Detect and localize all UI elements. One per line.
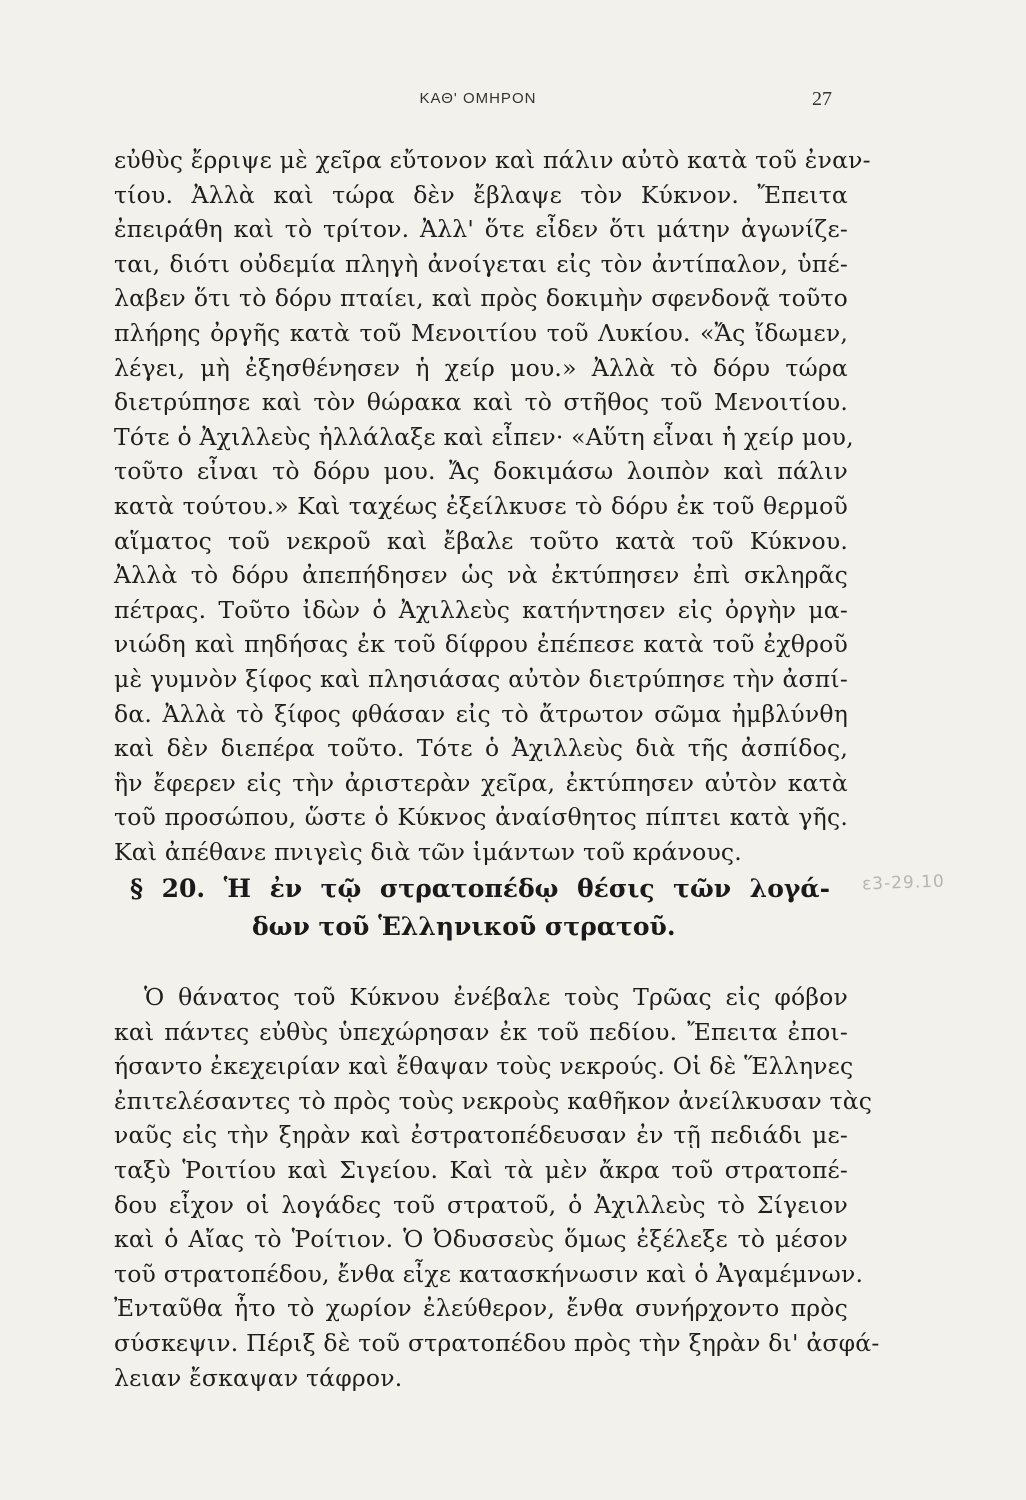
text-line: μὲ γυμνὸν ξίφος καὶ πλησιάσας αὐτὸν διετρύπησε τὴν ἀσπί-: [114, 664, 848, 693]
page-number: 27: [812, 88, 832, 110]
text-line: κατὰ τούτου.» Καὶ ταχέως ἐξείλκυσε τὸ δόρυ ἐκ τοῦ θερμοῦ: [114, 491, 848, 520]
text-line: τοῦτο εἶναι τὸ δόρυ μου. Ἄς δοκιμάσω λοιπὸν καὶ πάλιν: [114, 457, 848, 486]
text-line: τοῦ προσώπου, ὥστε ὁ Κύκνος ἀναίσθητος πίπτει κατὰ γῆς.: [114, 803, 848, 832]
text-line: δα. Ἀλλὰ τὸ ξίφος φθάσαν εἰς τὸ ἄτρωτον σῶμα ἠμβλύνθη: [114, 699, 848, 728]
text-line: ἐπειράθη καὶ τὸ τρίτον. Ἀλλ' ὅτε εἶδεν ὅτι μάτην ἀγωνίζε-: [114, 215, 848, 244]
pencil-marginal-note: ε3-29.10: [861, 871, 946, 895]
text-line: Καὶ ἀπέθανε πνιγεὶς διὰ τῶν ἱμάντων τοῦ κράνους.: [114, 837, 742, 866]
text-line: σύσκεψιν. Πέριξ δὲ τοῦ στρατοπέδου πρὸς τὴν ξηρὰν δι' ἀσφά-: [114, 1328, 880, 1357]
text-line: καὶ δὲν διεπέρα τοῦτο. Τότε ὁ Ἀχιλλεὺς διὰ τῆς ἀσπίδος,: [114, 734, 848, 763]
text-line: διετρύπησε καὶ τὸν θώρακα καὶ τὸ στῆθος τοῦ Μενοιτίου.: [114, 388, 848, 417]
text-line: Ὁ θάνατος τοῦ Κύκνου ἐνέβαλε τοὺς Τρῶας εἰς φόβον: [144, 983, 848, 1011]
text-line: ήσαντο ἐκεχειρίαν καὶ ἔθαψαν τοὺς νεκρούς. Οἱ δὲ Ἕλληνες: [114, 1052, 854, 1081]
section-heading: [130, 870, 830, 946]
text-line: λειαν ἔσκαψαν τάφρον.: [114, 1363, 403, 1392]
text-line: εὐθὺς ἔρριψε μὲ χεῖρα εὔτονον καὶ πάλιν αὐτὸ κατὰ τοῦ ἐναν-: [114, 146, 871, 174]
text-line: ἣν ἔφερεν εἰς τὴν ἀριστερὰν χεῖρα, ἐκτύπησεν αὐτὸν κατὰ: [114, 768, 848, 797]
section-heading-line-1: § 20. Ἡ ἐν τῷ στρατοπέδῳ θέσις τῶν λογά-: [130, 874, 830, 903]
paragraph-2: [114, 980, 880, 1395]
text-line: πέτρας. Τοῦτο ἰδὼν ὁ Ἀχιλλεὺς κατήντησεν εἰς ὀργὴν μα-: [114, 595, 848, 624]
text-line: νιώδη καὶ πηδήσας ἐκ τοῦ δίφρου ἐπέπεσε κατὰ τοῦ ἐχθροῦ: [114, 630, 848, 659]
text-line: ἐπιτελέσαντες τὸ πρὸς τοὺς νεκροὺς καθῆκον ἀνείλκυσαν τὰς: [114, 1086, 873, 1115]
text-line: καὶ πάντες εὐθὺς ὑπεχώρησαν ἐκ τοῦ πεδίου. Ἔπειτα ἐποι-: [114, 1017, 848, 1046]
text-line: δου εἶχον οἱ λογάδες τοῦ στρατοῦ, ὁ Ἀχιλλεὺς τὸ Σίγειον: [114, 1190, 848, 1219]
text-line: τοῦ στρατοπέδου, ἔνθα εἶχε κατασκήνωσιν καὶ ὁ Ἀγαμέμνων.: [114, 1259, 864, 1288]
text-line: Ἀλλὰ τὸ δόρυ ἀπεπήδησεν ὡς νὰ ἐκτύπησεν ἐπὶ σκληρᾶς: [114, 561, 848, 590]
text-line: αἵματος τοῦ νεκροῦ καὶ ἔβαλε τοῦτο κατὰ τοῦ Κύκνου.: [114, 526, 848, 555]
text-line: Ἐνταῦθα ἦτο τὸ χωρίον ἐλεύθερον, ἔνθα συνήρχοντο πρὸς: [114, 1294, 848, 1323]
text-line: καὶ ὁ Αἴας τὸ Ῥοίτιον. Ὁ Ὀδυσσεὺς ὅμως ἐξέλεξε τὸ μέσον: [114, 1225, 848, 1254]
text-line: ταξὺ Ῥοιτίου καὶ Σιγείου. Καὶ τὰ μὲν ἄκρα τοῦ στρατοπέ-: [114, 1155, 848, 1184]
text-line: λέγει, μὴ ἐξησθένησεν ἡ χείρ μου.» Ἀλλὰ τὸ δόρυ τώρα: [114, 353, 848, 382]
text-line: ται, διότι οὐδεμία πληγὴ ἀνοίγεται εἰς τὸν ἀντίπαλον, ὑπέ-: [114, 249, 848, 278]
running-head: ΚΑΘ' ΟΜΗΡΟΝ: [419, 90, 537, 107]
text-line: ναῦς εἰς τὴν ξηρὰν καὶ ἐστρατοπέδευσαν ἐν τῇ πεδιάδι με-: [114, 1121, 848, 1150]
text-line: λαβεν ὅτι τὸ δόρυ πταίει, καὶ πρὸς δοκιμὴν σφενδονᾷ τοῦτο: [114, 284, 848, 313]
text-line: πλήρης ὀργῆς κατὰ τοῦ Μενοιτίου τοῦ Λυκίου. «Ἄς ἴδωμεν,: [114, 318, 848, 347]
text-line: Τότε ὁ Ἀχιλλεὺς ἠλλάλαξε καὶ εἶπεν· «Αὕτη εἶναι ἡ χείρ μου,: [114, 422, 854, 451]
text-line: τίου. Ἀλλὰ καὶ τώρα δὲν ἔβλαψε τὸν Κύκνον. Ἔπειτα: [114, 180, 848, 209]
paragraph-1: [114, 143, 871, 869]
section-heading-line-2: δων τοῦ Ἑλληνικοῦ στρατοῦ.: [252, 912, 676, 941]
